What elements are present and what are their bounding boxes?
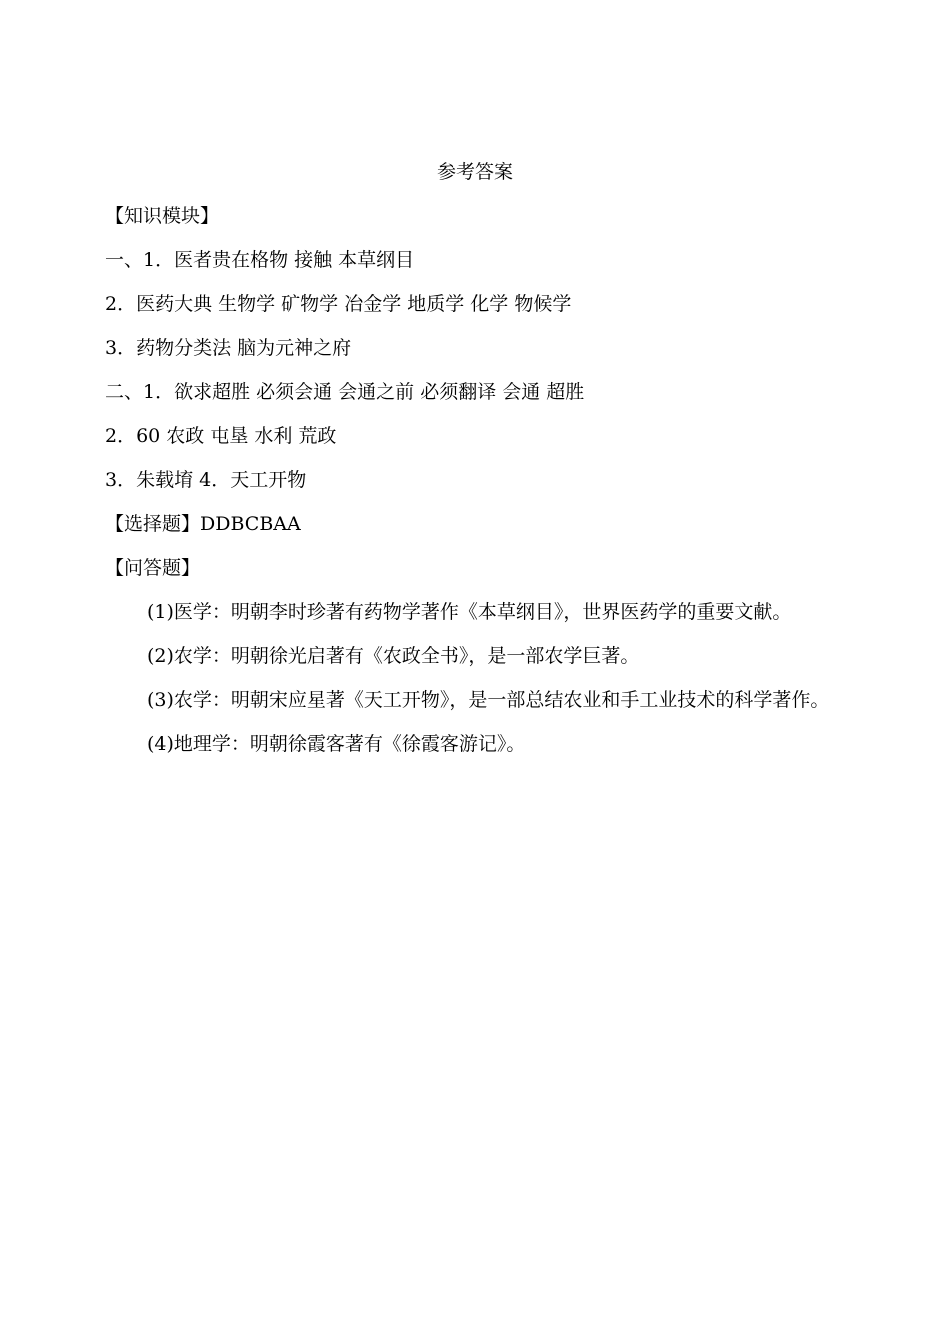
page-title: 参考答案	[436, 161, 513, 183]
knowledge-line-6: 3．朱载堉 4．天工开物	[105, 469, 307, 491]
qa-paragraph-4: (4)地理学：明朝徐霞客著有《徐霞客游记》。	[147, 733, 526, 755]
qa-paragraph-1: (1)医学：明朝李时珍著有药物学著作《本草纲目》，世界医药学的重要文献。	[147, 601, 792, 623]
qa-paragraph-2: (2)农学：明朝徐光启著有《农政全书》，是一部农学巨著。	[147, 645, 640, 667]
qa-section-header: 【问答题】	[105, 557, 201, 579]
knowledge-line-5: 2．60 农政 屯垦 水利 荒政	[105, 425, 337, 447]
qa-paragraph-3: (3)农学：明朝宋应星著《天工开物》，是一部总结农业和手工业技术的科学著作。	[147, 689, 830, 711]
document-body	[105, 150, 830, 766]
knowledge-line-1: 一、1．医者贵在格物 接触 本草纲目	[105, 249, 415, 271]
knowledge-line-3: 3．药物分类法 脑为元神之府	[105, 337, 352, 359]
choice-answers: 【选择题】DDBCBAA	[105, 513, 301, 535]
knowledge-line-2: 2．医药大典 生物学 矿物学 冶金学 地质学 化学 物候学	[105, 293, 572, 315]
knowledge-section-header: 【知识模块】	[105, 205, 220, 227]
knowledge-line-4: 二、1．欲求超胜 必须会通 会通之前 必须翻译 会通 超胜	[105, 381, 585, 403]
